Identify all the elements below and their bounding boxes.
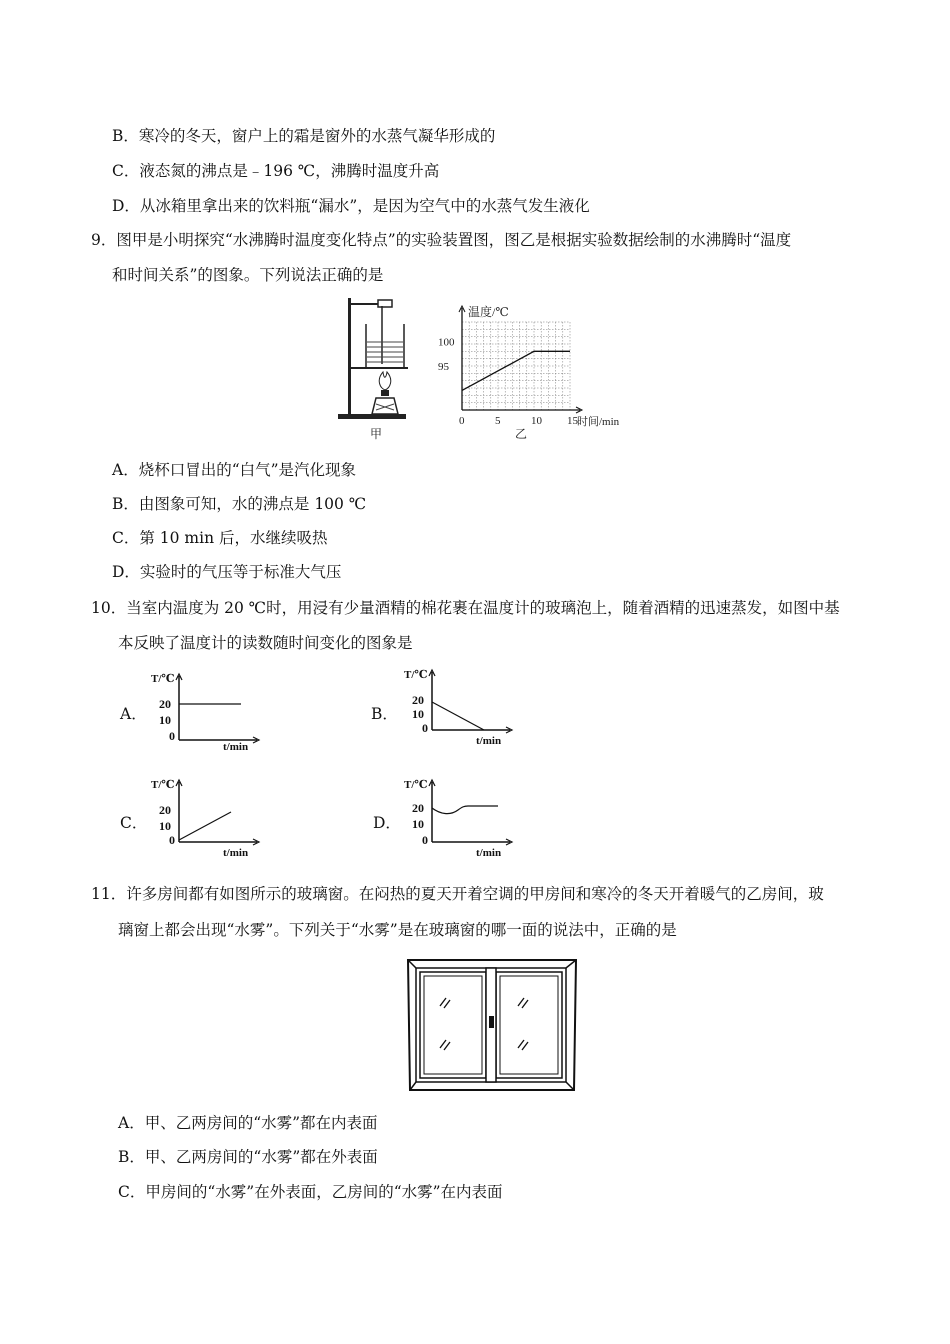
q10-graph-c [145, 772, 265, 860]
graph-d-tick-0: 0 [422, 833, 428, 847]
chart-y-tick-label: 100 [438, 336, 455, 349]
q10-label-a: A． [120, 705, 147, 723]
q9-option-a: A．烧杯口冒出的“白气”是汽化现象 [112, 461, 357, 479]
q10-stem-line1: 10．当室内温度为 20 ℃时，用浸有少量酒精的棉花裹在温度计的玻璃泡上，随着酒精的迅速蒸发，如图中基 [91, 599, 840, 617]
q10-label-c: C． [120, 814, 148, 832]
glass-window-figure [406, 958, 578, 1092]
chart-y-tick-label: 95 [438, 361, 449, 373]
chart-series-line [462, 351, 570, 390]
q8-option-c: C．液态氮的沸点是﹣196 ℃，沸腾时温度升高 [112, 162, 440, 180]
window-drawing [406, 958, 578, 1092]
graph-c-tick-0: 0 [169, 833, 175, 847]
graph-c-tick-20: 20 [159, 803, 171, 817]
chart-series [462, 351, 570, 390]
graph-b-tick-10: 10 [412, 707, 424, 721]
fig-yi-label: 乙 [515, 427, 528, 440]
graph-a-x-label: t/min [223, 741, 249, 752]
q10-graph-d [398, 772, 518, 860]
fig-jia-label: 甲 [370, 427, 383, 441]
q11-option-c: C．甲房间的“水雾”在外表面，乙房间的“水雾”在内表面 [118, 1183, 503, 1201]
chart-x-tick-label: 0 [459, 415, 465, 427]
chart-grid [462, 322, 570, 410]
graph-d-tick-10: 10 [412, 817, 424, 831]
graph-d-y-label: T/℃ [404, 779, 428, 791]
graph-a-y-label: T/℃ [151, 673, 175, 685]
graph-a-tick-0: 0 [169, 729, 175, 743]
q10-graph-a [145, 668, 265, 752]
q8-option-d: D．从冰箱里拿出来的饮料瓶“漏水”，是因为空气中的水蒸气发生液化 [112, 197, 590, 215]
q9-stem-line1: 9．图甲是小明探究“水沸腾时温度变化特点”的实验装置图，图乙是根据实验数据绘制的水沸腾时“温度 [91, 231, 792, 249]
graph-b-x-label: t/min [476, 735, 502, 747]
graph-b-tick-0: 0 [422, 721, 428, 735]
graph-a-tick-20: 20 [159, 697, 171, 711]
temperature-time-chart [428, 300, 640, 440]
graph-b-svg [398, 664, 518, 748]
q10-label-b: B． [371, 705, 398, 723]
q9-option-b: B．由图象可知，水的沸点是 100 ℃ [112, 495, 367, 513]
chart-x-tick-label: 10 [531, 415, 542, 427]
graph-d-tick-20: 20 [412, 801, 424, 815]
q11-option-b: B．甲、乙两房间的“水雾”都在外表面 [118, 1148, 378, 1166]
graph-a-svg [145, 668, 265, 752]
apparatus-drawing [336, 296, 416, 446]
graph-d-svg [398, 772, 518, 860]
q10-graph-b [398, 664, 518, 748]
chart-y-label: 温度/℃ [468, 305, 509, 319]
q11-stem-line2: 璃窗上都会出现“水雾”。下列关于“水雾”是在玻璃窗的哪一面的说法中，正确的是 [118, 921, 677, 939]
graph-c-tick-10: 10 [159, 819, 171, 833]
q9-option-c: C．第 10 min 后，水继续吸热 [112, 529, 328, 547]
q11-option-a: A．甲、乙两房间的“水雾”都在内表面 [118, 1114, 378, 1132]
graph-b-y-label: T/℃ [404, 669, 428, 681]
graph-c-x-label: t/min [223, 847, 249, 859]
q9-stem-line2: 和时间关系”的图象。下列说法正确的是 [112, 266, 384, 284]
boiling-apparatus-figure [336, 296, 416, 446]
q11-stem-line1: 11．许多房间都有如图所示的玻璃窗。在闷热的夏天开着空调的甲房间和寒冷的冬天开着暖气的乙房间，玻 [91, 885, 824, 903]
q10-stem-line2: 本反映了温度计的读数随时间变化的图象是 [118, 634, 413, 652]
chart-x-label: 时间/min [577, 416, 620, 428]
chart-x-tick-label: 5 [495, 415, 501, 427]
chart-x-tick-label: 15 [567, 415, 578, 427]
graph-d-x-label: t/min [476, 847, 502, 859]
graph-c-y-label: T/℃ [151, 779, 175, 791]
q10-label-d: D． [373, 814, 401, 832]
chart-svg [428, 300, 640, 440]
graph-c-svg [145, 772, 265, 860]
q8-option-b: B．寒冷的冬天，窗户上的霜是窗外的水蒸气凝华形成的 [112, 127, 496, 145]
q9-option-d: D．实验时的气压等于标准大气压 [112, 563, 342, 581]
graph-b-tick-20: 20 [412, 693, 424, 707]
graph-a-tick-10: 10 [159, 713, 171, 727]
